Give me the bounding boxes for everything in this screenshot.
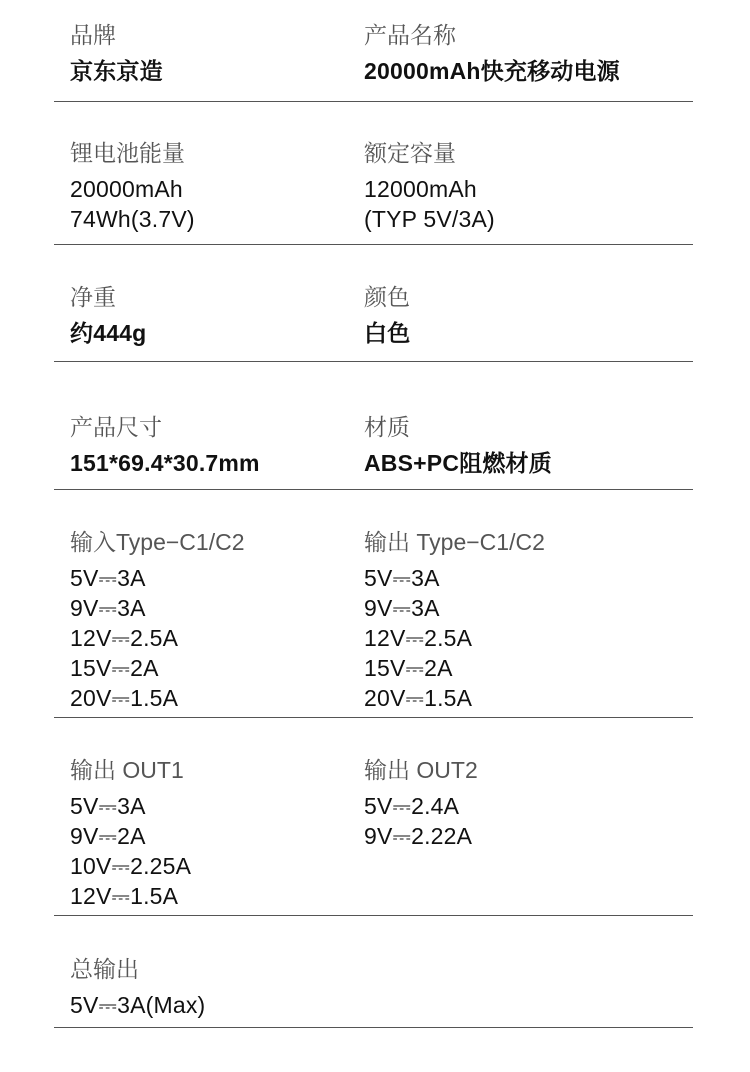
spec-label: 颜色 [364, 284, 410, 310]
spec-row-out [54, 755, 693, 916]
spec-value: 12000mAh [364, 176, 477, 202]
spec-value: (TYP 5V/3A) [364, 206, 495, 232]
spec-value: 20000mAh快充移动电源 [364, 58, 620, 84]
spec-value: 12V⎓1.5A [70, 883, 179, 909]
spec-row-total-output [54, 954, 693, 1028]
spec-value: 5V⎓3A [70, 793, 146, 819]
spec-value: 151*69.4*30.7mm [70, 450, 260, 476]
spec-value: ABS+PC阻燃材质 [364, 450, 552, 476]
spec-row-dimensions [54, 412, 693, 490]
spec-label: 品牌 [70, 22, 116, 48]
spec-label: 输出 Type−C1/C2 [364, 529, 545, 555]
spec-value: 5V⎓3A [70, 565, 146, 591]
spec-label: 产品名称 [364, 22, 456, 48]
spec-label: 产品尺寸 [70, 414, 162, 440]
spec-value: 10V⎓2.25A [70, 853, 192, 879]
spec-cell-rated-capacity [364, 138, 495, 234]
spec-cell-material [364, 412, 552, 478]
spec-label: 额定容量 [364, 140, 456, 166]
spec-value: 15V⎓2A [364, 655, 453, 681]
spec-cell-product-name [364, 20, 620, 86]
spec-value: 约444g [70, 320, 147, 346]
spec-row-weight [54, 282, 693, 362]
spec-value: 9V⎓3A [70, 595, 146, 621]
spec-value: 12V⎓2.5A [70, 625, 179, 651]
spec-value: 20V⎓1.5A [70, 685, 179, 711]
spec-cell-total-output [70, 954, 205, 1020]
spec-value: 9V⎓2A [70, 823, 146, 849]
spec-value: 74Wh(3.7V) [70, 206, 195, 232]
spec-value: 5V⎓3A(Max) [70, 992, 206, 1018]
spec-value: 12V⎓2.5A [364, 625, 473, 651]
spec-cell-brand [70, 20, 163, 86]
spec-value: 京东京造 [70, 58, 163, 84]
spec-label: 锂电池能量 [70, 140, 185, 166]
spec-value: 9V⎓3A [364, 595, 440, 621]
spec-row-brand [54, 20, 693, 102]
spec-value: 白色 [364, 320, 411, 346]
spec-label: 材质 [364, 414, 410, 440]
spec-label: 输入Type−C1/C2 [70, 529, 245, 555]
spec-value: 9V⎓2.22A [364, 823, 473, 849]
spec-cell-output-typec [364, 527, 545, 713]
spec-value: 15V⎓2A [70, 655, 159, 681]
spec-value: 20V⎓1.5A [364, 685, 473, 711]
spec-cell-output-out2 [364, 755, 478, 851]
spec-cell-net-weight [70, 282, 146, 348]
spec-cell-input-typec [70, 527, 245, 713]
spec-cell-output-out1 [70, 755, 191, 911]
spec-row-capacity [54, 138, 693, 245]
spec-cell-dimensions [70, 412, 260, 478]
spec-label: 输出 OUT2 [364, 757, 478, 783]
spec-value: 5V⎓3A [364, 565, 440, 591]
spec-cell-color [364, 282, 410, 348]
spec-value: 5V⎓2.4A [364, 793, 460, 819]
spec-label: 总输出 [70, 956, 139, 982]
spec-label: 输出 OUT1 [70, 757, 184, 783]
spec-cell-battery-energy [70, 138, 195, 234]
spec-value: 20000mAh [70, 176, 183, 202]
spec-row-typec [54, 527, 693, 718]
spec-label: 净重 [70, 284, 116, 310]
